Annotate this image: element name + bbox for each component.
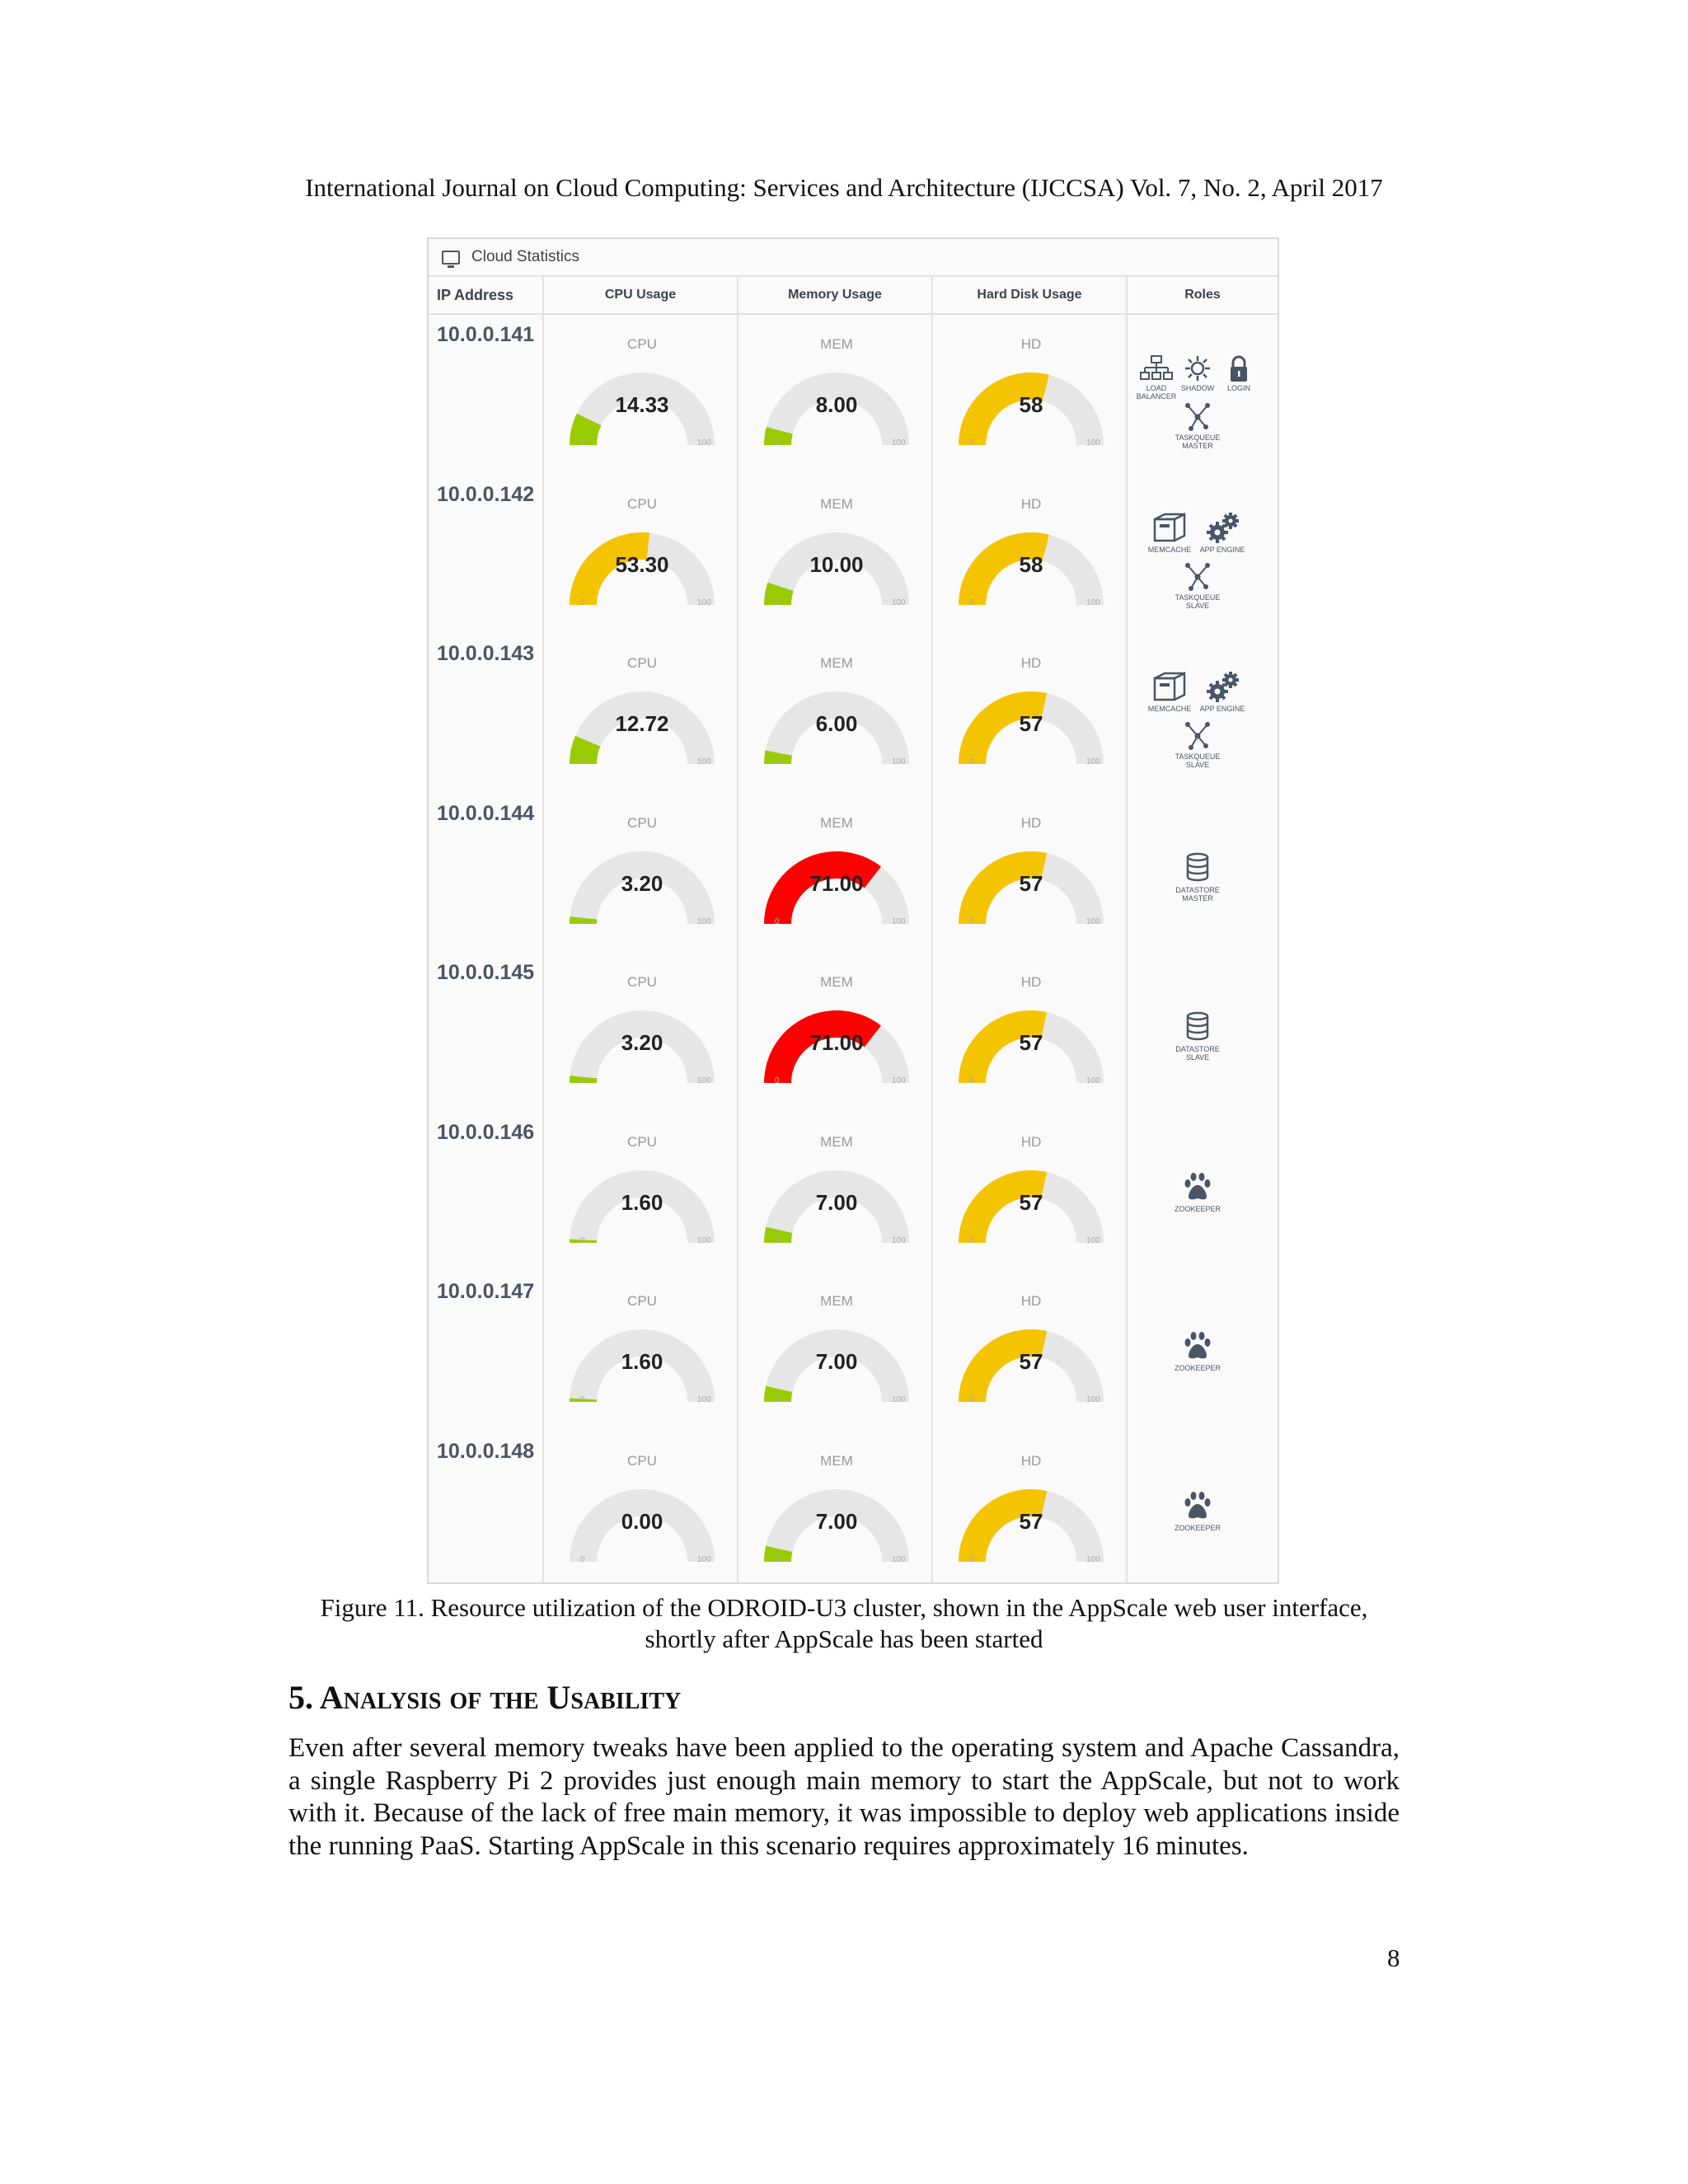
gauge-max: 100 <box>892 1235 906 1245</box>
gauge-value: 1.60 <box>621 1349 663 1374</box>
ip-address: 10.0.0.143 <box>437 642 535 665</box>
mem-gauge <box>741 807 932 943</box>
role-label: LOAD <box>1146 384 1167 392</box>
gauge-label: MEM <box>820 974 853 990</box>
gauge-min: 0 <box>580 757 585 766</box>
gauge-max: 100 <box>892 1395 906 1404</box>
gauge-label: HD <box>1020 655 1042 671</box>
hd-gauge <box>935 1126 1127 1262</box>
mem-gauge <box>741 1445 932 1581</box>
gauge-min: 0 <box>580 1395 585 1404</box>
gauge-value: 3.20 <box>621 870 663 896</box>
gauge-label: HD <box>1020 814 1042 831</box>
gauge-label: CPU <box>627 814 657 831</box>
gauge-min: 0 <box>969 757 974 766</box>
gauge-max: 100 <box>1086 1235 1100 1245</box>
gauge-max: 100 <box>697 1395 711 1404</box>
gauge-min: 0 <box>775 1076 780 1085</box>
gauge-max: 100 <box>1086 598 1100 607</box>
cpu-gauge <box>546 328 738 464</box>
role-label-sub: MASTER <box>1182 442 1213 450</box>
gauge-min: 0 <box>580 438 585 448</box>
gauge-max: 100 <box>892 438 906 448</box>
gauge-value: 12.72 <box>615 711 669 736</box>
gauge-value: 7.00 <box>815 1189 858 1215</box>
gauge-label: MEM <box>820 495 853 512</box>
role-badge <box>1141 670 1198 713</box>
zookeeper-paw-icon <box>1169 1170 1226 1203</box>
gauge-min: 0 <box>969 1076 974 1085</box>
mem-gauge <box>741 1126 932 1262</box>
gauge-min: 0 <box>580 916 585 926</box>
gauge-value: 57 <box>1019 1189 1043 1215</box>
gauge-min: 0 <box>969 598 974 607</box>
login-lock-icon <box>1210 354 1268 382</box>
body-paragraph: Even after several memory tweaks have been applied to the operating system and Apache Cassandra, a single Raspberry Pi 2 provides just enough main memory to start the AppScale, but not to work with it. Because of the lack of free main memory, it was impossible to deploy web applications inside the running PaaS. Starting AppScale in this scenario requires approximately 16 minutes. <box>288 1733 1400 1861</box>
gauge-value: 14.33 <box>615 392 669 417</box>
ip-address: 10.0.0.146 <box>437 1120 535 1144</box>
zookeeper-paw-icon <box>1169 1489 1226 1522</box>
gauge-label: HD <box>1020 1133 1042 1150</box>
gauge-label: MEM <box>820 1133 853 1150</box>
role-label: TASKQUEUE <box>1175 593 1221 602</box>
panel-title: Cloud Statistics <box>471 248 579 265</box>
hd-gauge <box>935 647 1127 783</box>
role-label-sub: BALANCER <box>1136 392 1177 401</box>
stats-row <box>429 313 1278 472</box>
zookeeper-paw-icon <box>1169 1329 1226 1362</box>
role-label-sub: SLAVE <box>1185 1053 1210 1062</box>
gauge-min: 0 <box>969 916 974 926</box>
role-label: DATASTORE <box>1175 885 1220 894</box>
hd-gauge <box>935 807 1127 943</box>
role-label-sub: SLAVE <box>1185 601 1210 610</box>
column-roles: Roles <box>1128 277 1278 315</box>
gauge-value: 10.00 <box>809 551 864 577</box>
role-label: APP ENGINE <box>1199 545 1245 554</box>
gauge-value: 0.00 <box>621 1508 663 1534</box>
gauge-min: 0 <box>775 438 780 448</box>
hd-gauge <box>935 1285 1127 1421</box>
gauge-min: 0 <box>580 1235 585 1245</box>
role-badge <box>1169 402 1226 450</box>
gauge-value: 7.00 <box>815 1349 858 1374</box>
gauge-label: MEM <box>820 336 853 352</box>
gauge-label: HD <box>1020 1452 1042 1469</box>
gauge-min: 0 <box>969 438 974 448</box>
gauge-max: 100 <box>697 916 711 926</box>
gauge-min: 0 <box>580 1076 585 1085</box>
gauge-value: 57 <box>1019 1508 1043 1534</box>
role-label: MEMCACHE <box>1147 705 1192 713</box>
ip-address: 10.0.0.142 <box>437 482 535 506</box>
role-label: APP ENGINE <box>1199 705 1245 713</box>
ip-address: 10.0.0.147 <box>437 1280 535 1303</box>
roles-cell <box>1136 313 1278 472</box>
role-label-sub: MASTER <box>1182 893 1213 902</box>
caption-line: Figure 11. Resource utilization of the ODROID-U3 cluster, shown in the AppScale web user interface, <box>320 1593 1368 1622</box>
column-memory-usage: Memory Usage <box>738 277 931 315</box>
gauge-max: 100 <box>892 1554 906 1564</box>
stats-row <box>429 632 1278 791</box>
gauge-max: 100 <box>892 1076 906 1085</box>
gauge-value: 71.00 <box>809 1030 864 1055</box>
role-label: ZOOKEEPER <box>1174 1523 1221 1532</box>
gauge-label: MEM <box>820 1452 853 1469</box>
gauge-min: 0 <box>775 1235 780 1245</box>
figure-caption <box>0 1592 1688 1655</box>
role-badge <box>1169 851 1226 902</box>
gauge-label: CPU <box>627 1293 657 1309</box>
gauge-max: 100 <box>697 1235 711 1245</box>
column-hard-disk-usage: Hard Disk Usage <box>933 277 1126 315</box>
gauge-min: 0 <box>969 1235 974 1245</box>
gauge-min: 0 <box>775 1554 780 1564</box>
cpu-gauge <box>546 1285 738 1421</box>
role-badge <box>1193 670 1251 713</box>
mem-gauge <box>741 328 932 464</box>
roles-cell <box>1136 951 1278 1110</box>
column-cpu-usage: CPU Usage <box>544 277 737 315</box>
cpu-gauge <box>546 966 738 1102</box>
role-label: ZOOKEEPER <box>1174 1364 1221 1372</box>
ip-address: 10.0.0.145 <box>437 961 535 984</box>
gauge-value: 57 <box>1019 1349 1043 1374</box>
gauge-max: 100 <box>697 1554 711 1564</box>
gauge-max: 100 <box>697 757 711 766</box>
gauge-label: HD <box>1020 495 1042 512</box>
stats-row <box>429 1270 1278 1429</box>
ip-address: 10.0.0.148 <box>437 1439 535 1463</box>
gauge-value: 1.60 <box>621 1189 663 1215</box>
gauge-min: 0 <box>775 757 780 766</box>
gauge-max: 100 <box>1086 916 1100 926</box>
cpu-gauge <box>546 1126 738 1262</box>
role-badge <box>1210 354 1268 392</box>
roles-cell <box>1136 1111 1278 1270</box>
gauge-value: 6.00 <box>815 711 858 736</box>
roles-cell <box>1136 1430 1278 1589</box>
gauge-label: MEM <box>820 1293 853 1309</box>
cpu-gauge <box>546 647 738 783</box>
gauge-min: 0 <box>969 1395 974 1404</box>
role-badge <box>1169 1170 1226 1213</box>
gauge-label: CPU <box>627 1133 657 1150</box>
hd-gauge <box>935 1445 1127 1581</box>
gauge-max: 100 <box>697 598 711 607</box>
roles-cell <box>1136 1270 1278 1429</box>
mem-gauge <box>741 488 932 624</box>
taskqueue-icon <box>1169 562 1226 592</box>
gauge-label: CPU <box>627 974 657 990</box>
page-number: 8 <box>1387 1943 1400 1972</box>
gauge-value: 57 <box>1019 1030 1043 1055</box>
taskqueue-icon <box>1169 721 1226 751</box>
gauge-value: 3.20 <box>621 1030 663 1055</box>
stats-row <box>429 473 1278 632</box>
journal-header: International Journal on Cloud Computing: Services and Architecture (IJCCSA) Vol. 7, No. 2, April 2017 <box>305 173 1383 202</box>
gauge-label: CPU <box>627 495 657 512</box>
mem-gauge <box>741 647 932 783</box>
role-label: MEMCACHE <box>1147 545 1192 554</box>
app-engine-gears-icon <box>1193 511 1251 544</box>
role-badge <box>1169 562 1226 610</box>
gauge-min: 0 <box>775 916 780 926</box>
cpu-gauge <box>546 488 738 624</box>
panel-header <box>429 239 1278 277</box>
role-badge <box>1169 1010 1226 1062</box>
role-label: TASKQUEUE <box>1175 752 1221 761</box>
gauge-max: 100 <box>1086 438 1100 448</box>
app-engine-gears-icon <box>1193 670 1251 703</box>
gauge-label: CPU <box>627 655 657 671</box>
taskqueue-icon <box>1169 402 1226 432</box>
gauge-value: 58 <box>1019 551 1043 577</box>
gauge-max: 100 <box>892 598 906 607</box>
gauge-max: 100 <box>697 1076 711 1085</box>
roles-cell <box>1136 792 1278 951</box>
stats-row <box>429 1430 1278 1589</box>
gauge-value: 57 <box>1019 711 1043 736</box>
cpu-gauge <box>546 1445 738 1581</box>
stats-row <box>429 792 1278 951</box>
hd-gauge <box>935 966 1127 1102</box>
gauge-min: 0 <box>775 598 780 607</box>
role-label: SHADOW <box>1180 384 1215 392</box>
gauge-label: MEM <box>820 655 853 671</box>
role-label: DATASTORE <box>1175 1045 1220 1053</box>
gauge-max: 100 <box>1086 1076 1100 1085</box>
role-badge <box>1193 511 1251 554</box>
gauge-max: 100 <box>1086 1395 1100 1404</box>
gauge-label: MEM <box>820 814 853 831</box>
column-ip-address: IP Address <box>429 277 551 315</box>
roles-cell <box>1136 632 1278 791</box>
role-label: ZOOKEEPER <box>1174 1204 1221 1213</box>
mem-gauge <box>741 1285 932 1421</box>
gauge-max: 100 <box>892 757 906 766</box>
gauge-value: 7.00 <box>815 1508 858 1534</box>
role-label-sub: SLAVE <box>1185 761 1210 769</box>
stats-row <box>429 1111 1278 1270</box>
datastore-database-icon <box>1169 851 1226 884</box>
gauge-value: 8.00 <box>815 392 858 417</box>
gauge-min: 0 <box>969 1554 974 1564</box>
datastore-database-icon <box>1169 1010 1226 1043</box>
ip-address: 10.0.0.144 <box>437 801 535 825</box>
section-heading: 5. Analysis of the Usability <box>288 1679 682 1716</box>
gauge-label: HD <box>1020 1293 1042 1309</box>
gauge-value: 57 <box>1019 870 1043 896</box>
role-badge <box>1169 721 1226 769</box>
gauge-min: 0 <box>580 598 585 607</box>
role-badge <box>1169 1489 1226 1532</box>
caption-line: shortly after AppScale has been started <box>645 1624 1043 1653</box>
memcache-box-icon <box>1141 670 1198 703</box>
gauge-max: 100 <box>892 916 906 926</box>
role-label: LOGIN <box>1226 384 1250 392</box>
gauge-value: 71.00 <box>809 870 864 896</box>
gauge-max: 100 <box>697 438 711 448</box>
monitor-icon <box>442 251 460 265</box>
cpu-gauge <box>546 807 738 943</box>
gauge-label: CPU <box>627 336 657 352</box>
memcache-box-icon <box>1141 511 1198 544</box>
ip-address: 10.0.0.141 <box>437 323 535 346</box>
hd-gauge <box>935 328 1127 464</box>
gauge-value: 58 <box>1019 392 1043 417</box>
gauge-max: 100 <box>1086 1554 1100 1564</box>
gauge-value: 53.30 <box>615 551 669 577</box>
gauge-label: HD <box>1020 974 1042 990</box>
role-label: TASKQUEUE <box>1175 434 1221 442</box>
cloud-statistics-panel <box>427 237 1279 1584</box>
gauge-label: HD <box>1020 336 1042 352</box>
role-badge <box>1169 1329 1226 1372</box>
gauge-min: 0 <box>580 1554 585 1564</box>
role-badge <box>1141 511 1198 554</box>
gauge-min: 0 <box>775 1395 780 1404</box>
roles-cell <box>1136 473 1278 632</box>
mem-gauge <box>741 966 932 1102</box>
hd-gauge <box>935 488 1127 624</box>
gauge-max: 100 <box>1086 757 1100 766</box>
stats-row <box>429 951 1278 1110</box>
gauge-label: CPU <box>627 1452 657 1469</box>
